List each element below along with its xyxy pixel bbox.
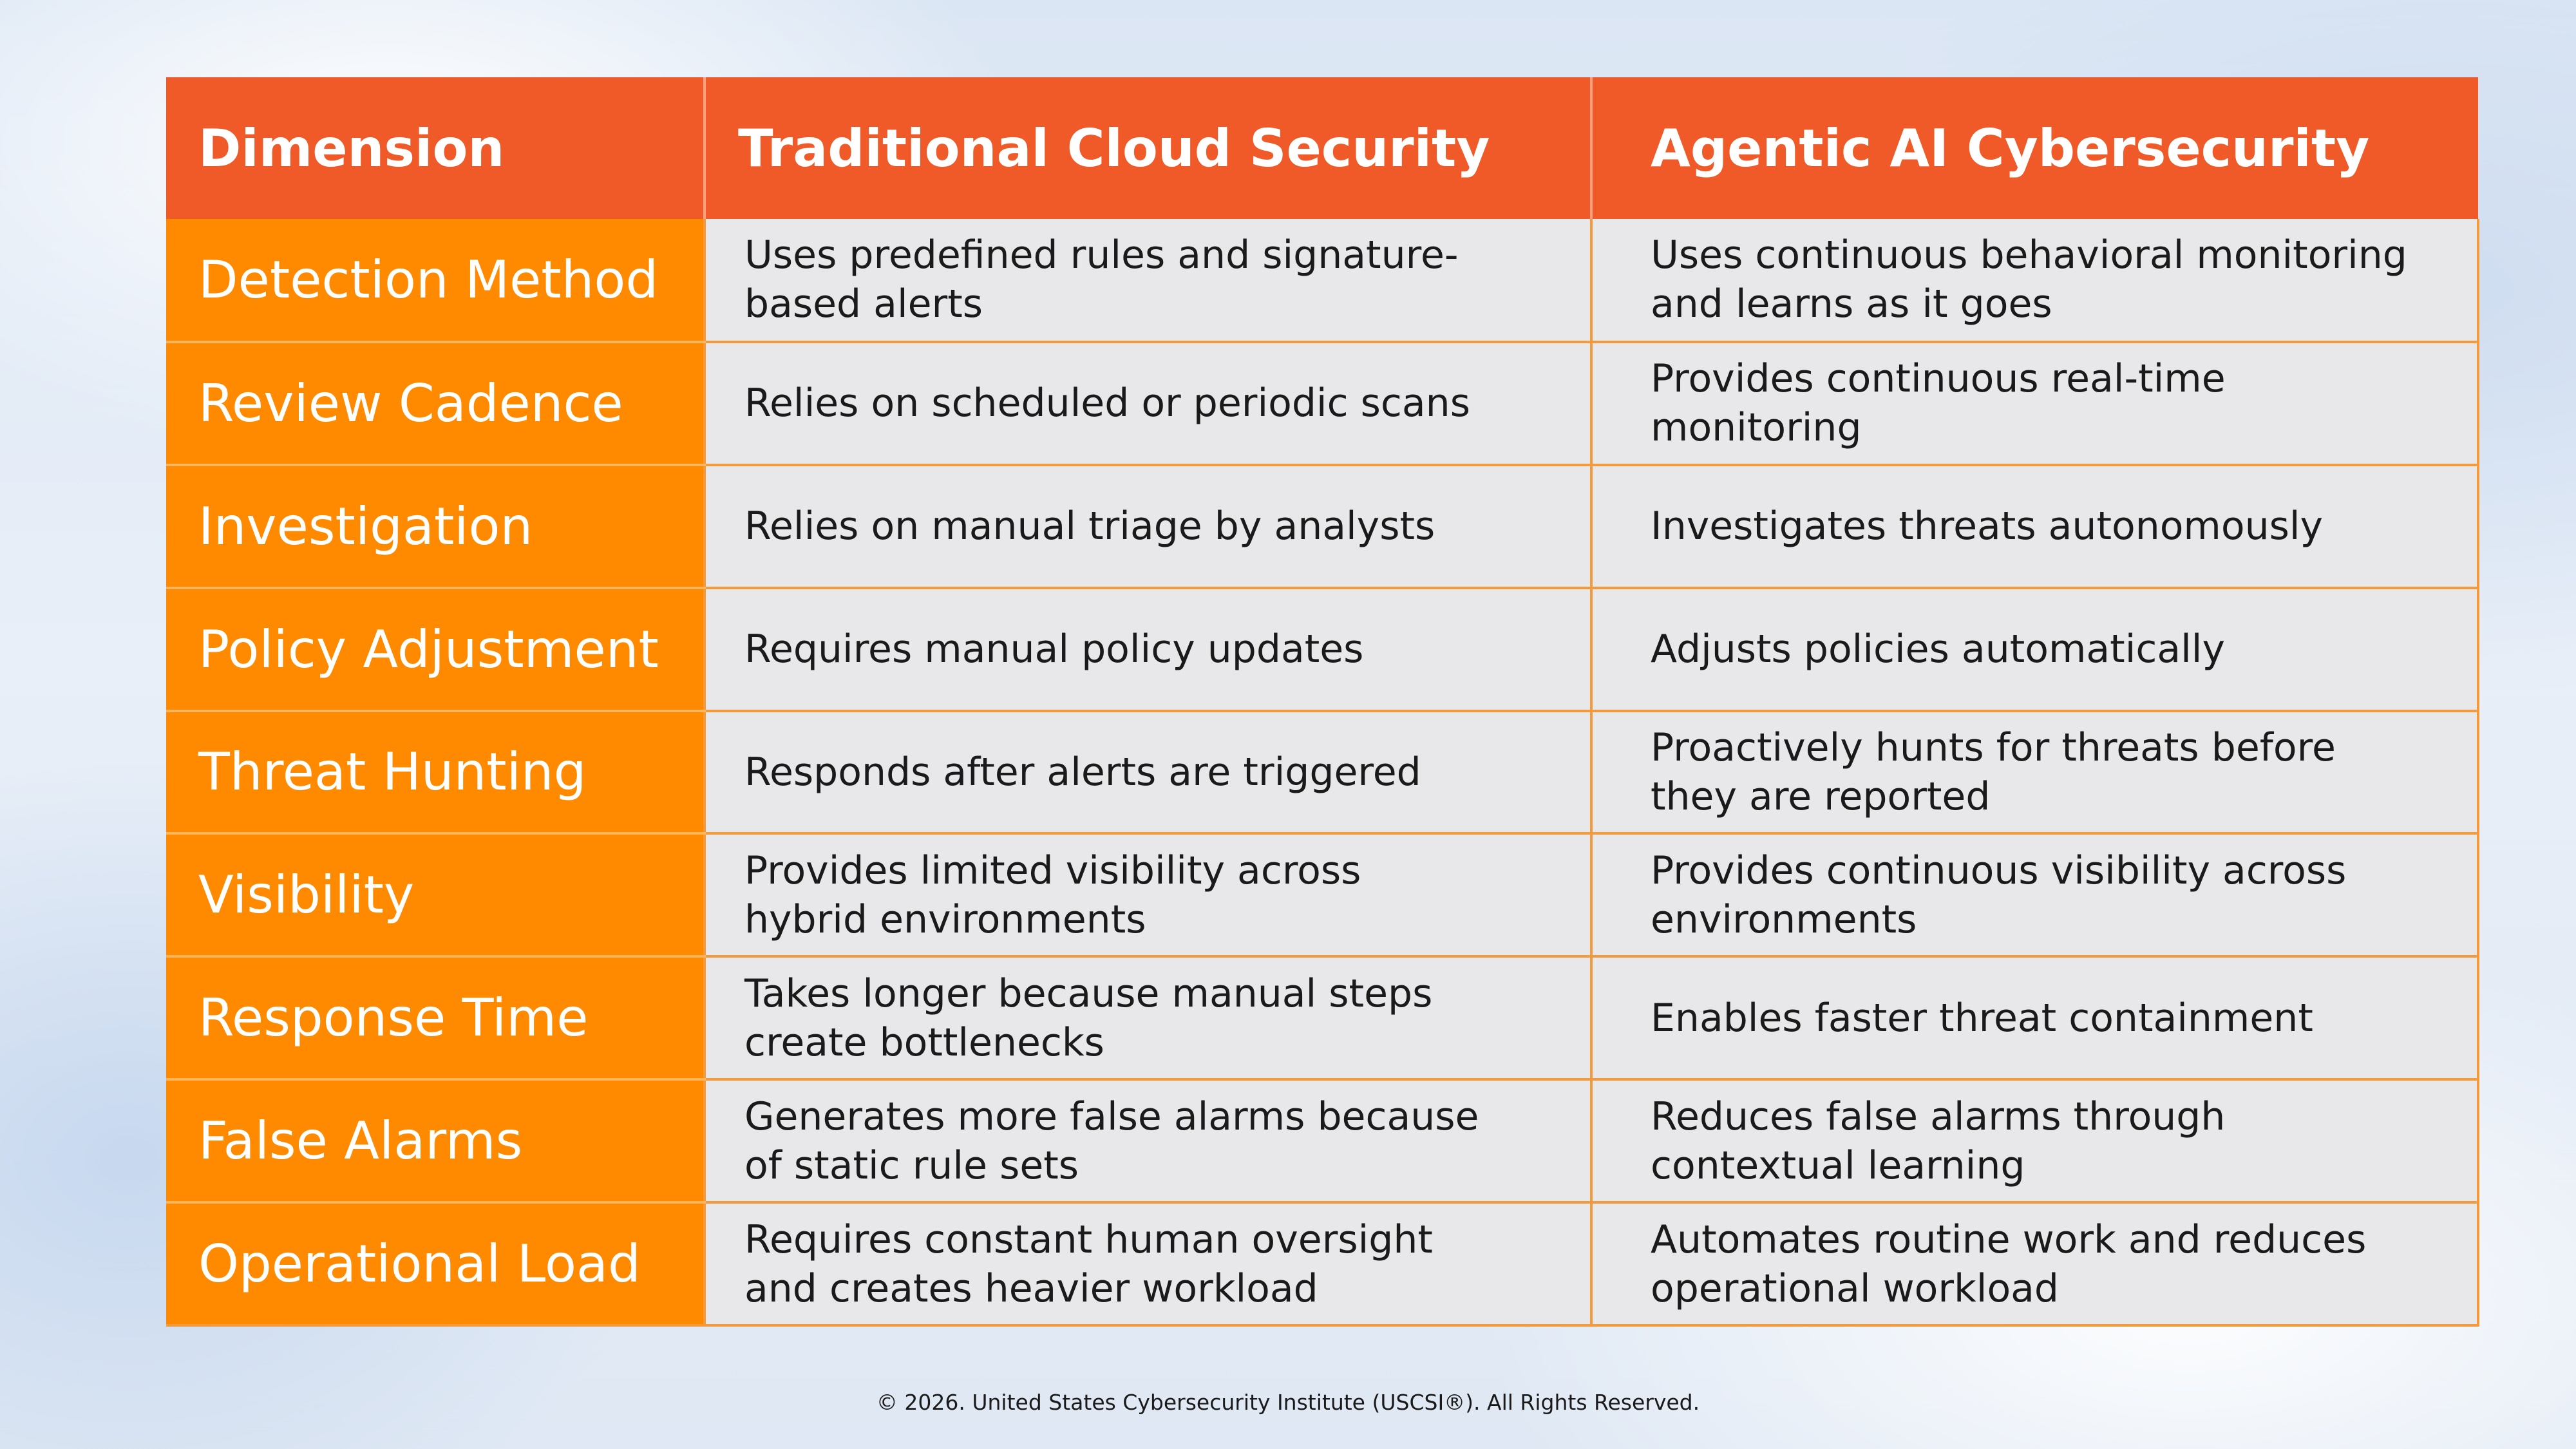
table-row xyxy=(166,1079,2478,1202)
copyright-footer: © 2026. United States Cybersecurity Institute (USCSI®). All Rights Reserved. xyxy=(876,1390,1700,1415)
row-agentic: Automates routine work and reduces operational workload xyxy=(1591,1202,2478,1325)
row-dimension: Threat Hunting xyxy=(166,711,705,834)
table-row xyxy=(166,833,2478,956)
table-row xyxy=(166,342,2478,465)
table-row xyxy=(166,956,2478,1079)
row-traditional: Relies on scheduled or periodic scans xyxy=(705,342,1591,465)
header-traditional: Traditional Cloud Security xyxy=(705,77,1591,219)
row-traditional: Requires manual policy updates xyxy=(705,588,1591,711)
row-traditional: Uses predefined rules and signature-based alerts xyxy=(705,219,1591,342)
row-agentic: Uses continuous behavioral monitoring and learns as it goes xyxy=(1591,219,2478,342)
row-agentic: Reduces false alarms through contextual learning xyxy=(1591,1079,2478,1202)
row-traditional: Relies on manual triage by analysts xyxy=(705,465,1591,588)
table-row xyxy=(166,219,2478,342)
row-dimension: Policy Adjustment xyxy=(166,588,705,711)
table-row xyxy=(166,588,2478,711)
row-dimension: Investigation xyxy=(166,465,705,588)
row-dimension: Operational Load xyxy=(166,1202,705,1325)
comparison-table xyxy=(166,77,2479,1327)
row-agentic: Provides continuous real-time monitoring xyxy=(1591,342,2478,465)
row-agentic: Investigates threats autonomously xyxy=(1591,465,2478,588)
row-dimension: Response Time xyxy=(166,956,705,1079)
row-agentic: Proactively hunts for threats before they are reported xyxy=(1591,711,2478,834)
table-row xyxy=(166,465,2478,588)
row-agentic: Provides continuous visibility across environments xyxy=(1591,833,2478,956)
table-row xyxy=(166,711,2478,834)
row-traditional: Requires constant human oversight and creates heavier workload xyxy=(705,1202,1591,1325)
row-agentic: Enables faster threat containment xyxy=(1591,956,2478,1079)
row-dimension: Visibility xyxy=(166,833,705,956)
row-dimension: False Alarms xyxy=(166,1079,705,1202)
row-traditional: Provides limited visibility across hybrid environments xyxy=(705,833,1591,956)
row-agentic: Adjusts policies automatically xyxy=(1591,588,2478,711)
table-row xyxy=(166,1202,2478,1325)
row-dimension: Review Cadence xyxy=(166,342,705,465)
row-traditional: Responds after alerts are triggered xyxy=(705,711,1591,834)
header-dimension: Dimension xyxy=(166,77,705,219)
table-header-row xyxy=(166,77,2478,219)
row-dimension: Detection Method xyxy=(166,219,705,342)
row-traditional: Generates more false alarms because of static rule sets xyxy=(705,1079,1591,1202)
comparison-table-container xyxy=(166,77,2478,1327)
header-agentic: Agentic AI Cybersecurity xyxy=(1591,77,2478,219)
row-traditional: Takes longer because manual steps create bottlenecks xyxy=(705,956,1591,1079)
